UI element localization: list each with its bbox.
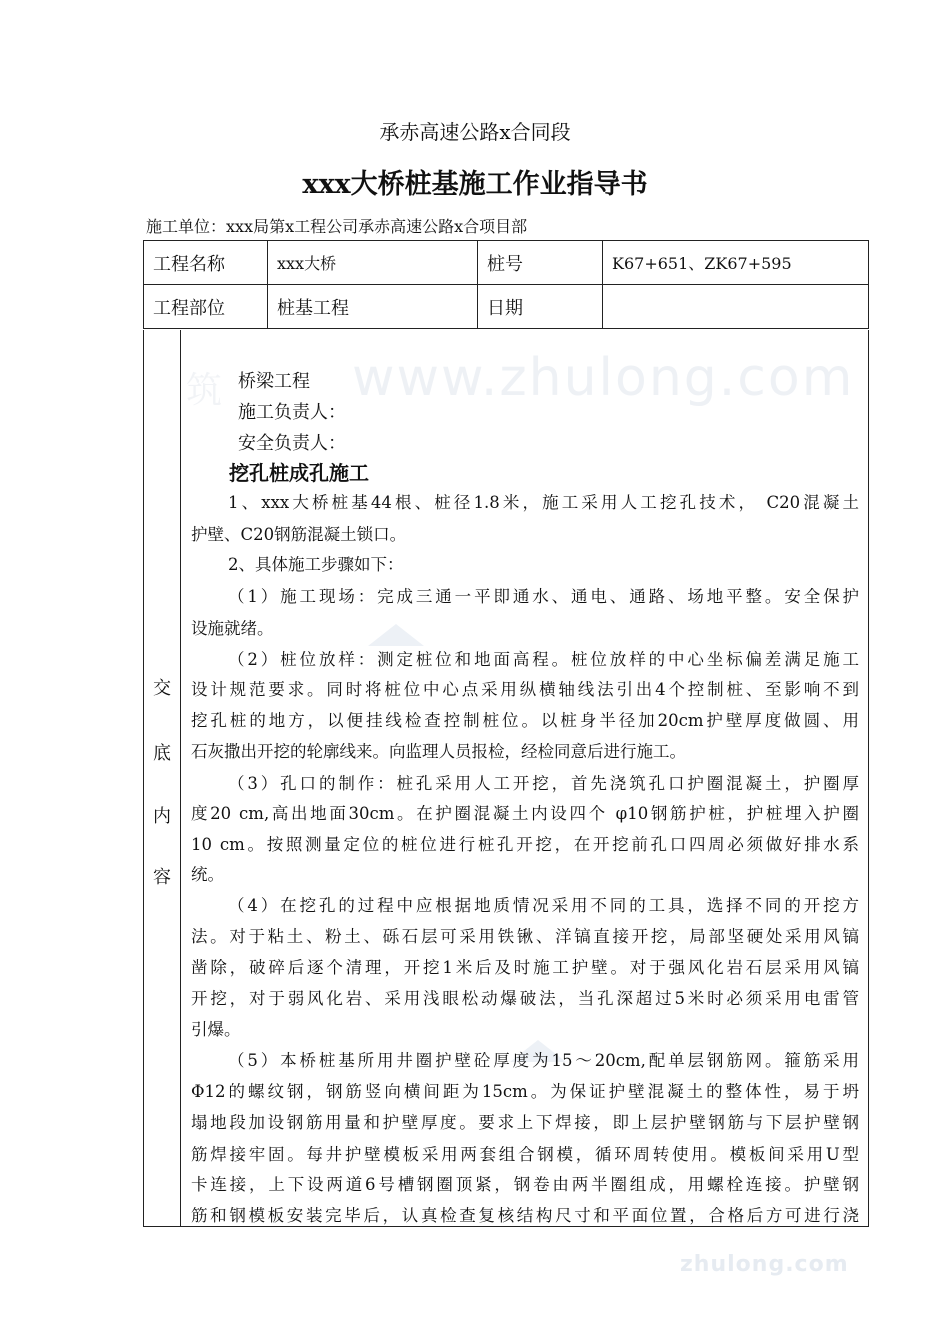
paragraph-line: （4）在挖孔的过程中应根据地质情况采用不同的工具，选择不同的开挖方 bbox=[228, 896, 859, 915]
disclosure-content bbox=[181, 330, 868, 1226]
side-label-char: 内 bbox=[153, 806, 171, 827]
project-part-value: 桩基工程 bbox=[268, 285, 478, 329]
content-head-line: 桥梁工程 bbox=[238, 371, 310, 392]
project-name-value: xxx大桥 bbox=[268, 241, 478, 285]
watermark-url: www.zhulong.com bbox=[352, 348, 855, 408]
side-label-char: 底 bbox=[153, 743, 171, 764]
paragraph-line: （1）施工现场：完成三通一平即通水、通电、通路、场地平整。安全保护 bbox=[228, 587, 859, 606]
disclosure-content-box bbox=[143, 330, 869, 1227]
paragraph-line: 筋焊接牢固。每井护壁模板采用两套组合钢模，循环周转使用。模板间采用U型 bbox=[191, 1145, 859, 1164]
paragraph-line: 10 cm。按照测量定位的桩位进行桩孔开挖，在开挖前孔口四周必须做好排水系 bbox=[191, 835, 859, 854]
paragraph-line: 统。 bbox=[191, 865, 224, 884]
project-info-table bbox=[143, 240, 869, 329]
date-value bbox=[603, 285, 869, 329]
watermark-seal: 筑 bbox=[186, 370, 223, 411]
paragraph-line: 度20 cm,高出地面30cm。在护圈混凝土内设四个 φ10钢筋护桩，护桩埋入护圈 bbox=[191, 804, 859, 823]
paragraph-line: 2、具体施工步骤如下： bbox=[228, 555, 404, 574]
section-title: 挖孔桩成孔施工 bbox=[229, 461, 369, 485]
paragraph-line: 塌地段加设钢筋用量和护壁厚度。要求上下焊接，即上层护壁钢筋与下层护壁钢 bbox=[191, 1113, 859, 1132]
document-title: xxx大桥桩基施工作业指导书 bbox=[302, 169, 648, 200]
paragraph-line: Φ12的螺纹钢，钢筋竖向横间距为15cm。为保证护壁混凝土的整体性，易于坍 bbox=[191, 1082, 859, 1101]
table-row bbox=[144, 285, 869, 329]
paragraph-line: 开挖，对于弱风化岩、采用浅眼松动爆破法，当孔深超过5米时必须采用电雷管 bbox=[191, 989, 859, 1008]
side-label-column bbox=[144, 330, 181, 1226]
paragraph-line: 卡连接，上下设两道6号槽钢圈顶紧，钢卷由两半圈组成，用螺栓连接。护壁钢 bbox=[191, 1175, 859, 1194]
content-head-line: 安全负责人： bbox=[238, 433, 346, 454]
paragraph-line: 筋和钢模板安装完毕后，认真检查复核结构尺寸和平面位置，合格后方可进行浇 bbox=[191, 1206, 859, 1225]
paragraph-line: 法。对于粘土、粉土、砾石层可采用铁锹、洋镐直接开挖，局部坚硬处采用风镐 bbox=[191, 927, 859, 946]
project-name-label: 工程名称 bbox=[144, 241, 268, 285]
construction-unit: 施工单位：xxx局第x工程公司承赤高速公路x合项目部 bbox=[146, 217, 528, 236]
pile-number-label: 桩号 bbox=[478, 241, 603, 285]
watermark-bottom: zhulong.com bbox=[680, 1252, 849, 1277]
paragraph-line: 挖孔桩的地方，以便挂线检查控制桩位。以桩身半径加20cm护壁厚度做圆、用 bbox=[191, 711, 859, 730]
content-head-line: 施工负责人： bbox=[238, 402, 346, 423]
side-label-char: 容 bbox=[153, 867, 171, 888]
paragraph-line: 设计规范要求。同时将桩位中心点采用纵横轴线法引出4个控制桩、至影响不到 bbox=[191, 680, 859, 699]
paragraph-line: （2）桩位放样：测定桩位和地面高程。桩位放样的中心坐标偏差满足施工 bbox=[228, 650, 859, 669]
paragraph-line: （3）孔口的制作：桩孔采用人工开挖，首先浇筑孔口护圈混凝土，护圈厚 bbox=[228, 774, 859, 793]
document-subtitle: 承赤高速公路x合同段 bbox=[379, 120, 571, 144]
paragraph-line: 护壁、C20钢筋混凝土锁口。 bbox=[191, 525, 407, 544]
pile-number-value: K67+651、ZK67+595 bbox=[603, 241, 869, 285]
project-part-label: 工程部位 bbox=[144, 285, 268, 329]
paragraph-line: 设施就绪。 bbox=[191, 619, 274, 638]
date-label: 日期 bbox=[478, 285, 603, 329]
table-row bbox=[144, 241, 869, 285]
paragraph-line: 石灰撒出开挖的轮廓线来。向监理人员报检，经检同意后进行施工。 bbox=[191, 742, 686, 761]
paragraph-line: （5）本桥桩基所用井圈护壁砼厚度为15～20cm,配单层钢筋网。箍筋采用 bbox=[228, 1051, 859, 1070]
paragraph-line: 引爆。 bbox=[191, 1020, 241, 1039]
side-label-char: 交 bbox=[153, 678, 171, 699]
paragraph-line: 凿除，破碎后逐个清理，开挖1米后及时施工护壁。对于强风化岩石层采用风镐 bbox=[191, 958, 859, 977]
paragraph-line: 1、xxx大桥桩基44根、桩径1.8米，施工采用人工挖孔技术， C20混凝土 bbox=[228, 493, 859, 512]
